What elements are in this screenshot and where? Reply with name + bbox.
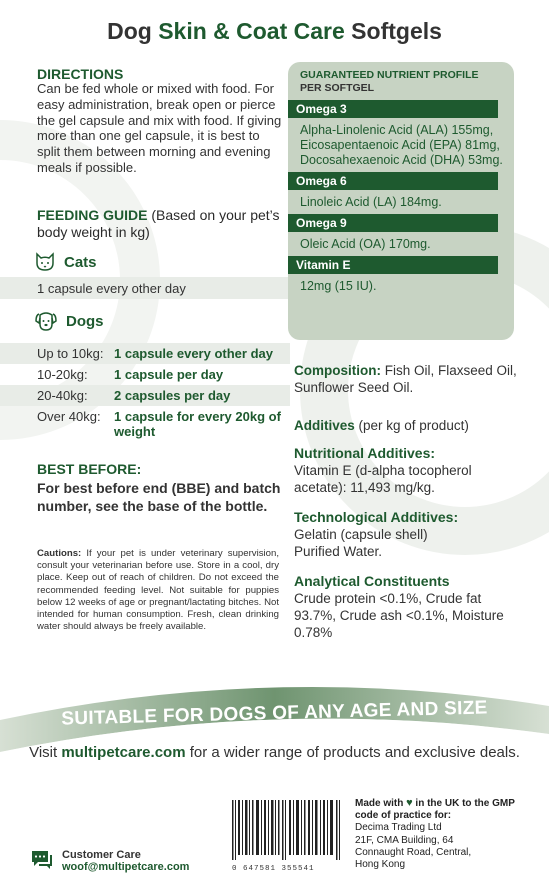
directions-text: Can be fed whole or mixed with food. For easy administration, break open or pierce the gel capsule and mix with food. If giving more than one gel capsule, it is best to split them between morning and evening meals if possible.: [37, 81, 282, 175]
cats-dose: 1 capsule every other day: [0, 277, 290, 299]
page-title: Dog Skin & Coat Care Softgels: [107, 18, 442, 44]
nutrient-profile-panel: [288, 62, 514, 340]
slogan-banner: SUITABLE FOR DOGS OF ANY AGE AND SIZE: [61, 697, 488, 730]
nutrient-profile-subheading: PER SOFTGEL: [300, 82, 375, 94]
heart-icon: ♥: [406, 797, 413, 809]
nutrient-profile-heading: GUARANTEED NUTRIENT PROFILE: [300, 69, 479, 81]
composition: Composition: Fish Oil, Flaxseed Oil, Sunflower Seed Oil.: [294, 363, 517, 395]
barcode: [230, 800, 348, 860]
omega-9-bar: Omega 9: [288, 214, 498, 232]
table-row: Over 40kg: 1 capsule for every 20kg of weight: [37, 409, 281, 439]
feeding-guide-heading: FEEDING GUIDE (Based on your pet’s body weight in kg): [37, 207, 280, 240]
best-before-text: For best before end (BBE) and batch number, see the base of the bottle.: [37, 480, 281, 514]
dog-dosage-table: [0, 343, 290, 442]
cats-heading: Cats: [34, 252, 97, 272]
omega-9-text: Oleic Acid (OA) 170mg.: [300, 237, 431, 251]
omega-3-bar: Omega 3: [288, 100, 498, 118]
vitamin-e-text: 12mg (15 IU).: [300, 279, 377, 293]
nutritional-additives: Nutritional Additives: Vitamin E (d-alpha tocopherol acetate): 11,493 mg/kg.: [294, 445, 472, 495]
omega-6-bar: Omega 6: [288, 172, 498, 190]
cat-icon: [34, 252, 56, 272]
directions-heading: DIRECTIONS: [37, 66, 124, 82]
cautions-text: Cautions: If your pet is under veterinary supervision, consult your veterinarian before use. Store in a cool, dry place. Keep out of reach of children. Do not exceed the recommended feeding level. Not suitable for puppies below 12 weeks of age or pregnant/lactating bitches. Not intended for human consumption. Fresh, clean drinking water should always be freely available.: [37, 548, 279, 633]
table-row: Up to 10kg: 1 capsule every other day: [0, 343, 290, 364]
website-link[interactable]: multipetcare.com: [61, 744, 186, 761]
table-row: 20-40kg: 2 capsules per day: [0, 385, 290, 406]
omega-3-text: Alpha-Linolenic Acid (ALA) 155mg, Eicosapentaenoic Acid (EPA) 81mg, Docosahexaenoic Acid (DHA) 53mg.: [300, 123, 503, 167]
customer-care: [30, 849, 189, 873]
dog-icon: [34, 310, 58, 332]
analytical-constituents: Analytical Constituents Crude protein <0.1%, Crude fat 93.7%, Crude ash <0.1%, Moisture 0.78%: [294, 573, 504, 640]
visit-text: Visit multipetcare.com for a wider range of products and exclusive deals.: [29, 744, 520, 761]
barcode-number: 0 647581 355541: [232, 865, 315, 873]
manufacturer-info: Made with ♥ in the UK to the GMP code of practice for: Decima Trading Ltd 21F, CMA Building, 64 Connaught Road, Central, Hong Kong: [355, 797, 515, 871]
dogs-heading: Dogs: [34, 310, 104, 332]
customer-care-email[interactable]: woof@multipetcare.com: [62, 861, 190, 873]
omega-6-text: Linoleic Acid (LA) 184mg.: [300, 195, 442, 209]
best-before-heading: BEST BEFORE:: [37, 461, 142, 477]
chat-icon: [30, 849, 54, 871]
customer-care-label: Customer Care: [62, 849, 141, 861]
technological-additives: Technological Additives: Gelatin (capsule shell) Purified Water.: [294, 509, 459, 559]
vitamin-e-bar: Vitamin E: [288, 256, 498, 274]
additives-heading: Additives (per kg of product): [294, 418, 469, 433]
table-row: 10-20kg: 1 capsule per day: [37, 367, 224, 382]
